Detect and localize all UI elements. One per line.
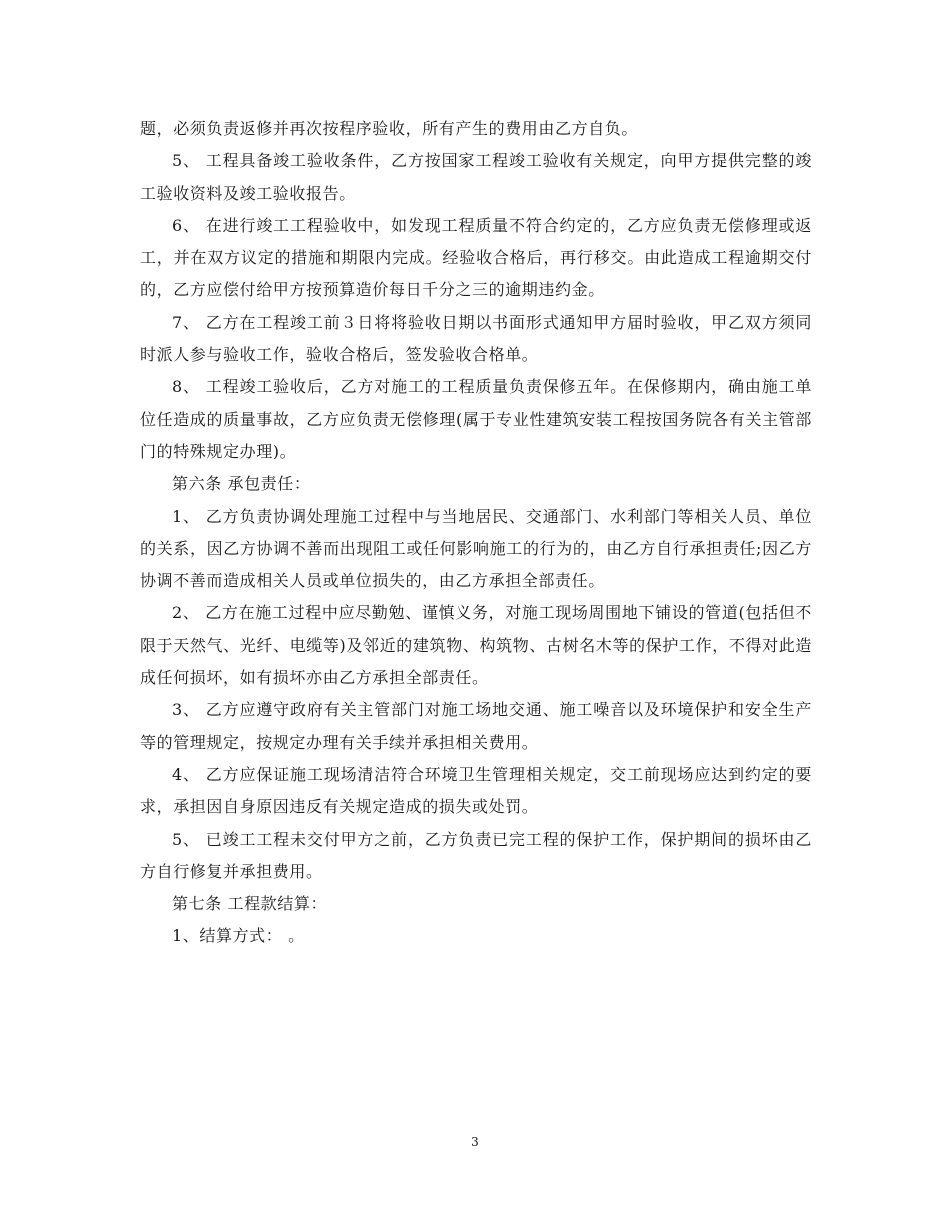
paragraph-article-6-item-3: 3、 乙方应遵守政府有关主管部门对施工场地交通、施工噪音以及环境保护和安全生产等的管理规定，按规定办理有关手续并承担相关费用。 [140,700,812,752]
document-body [140,113,812,953]
paragraph-item-6-quality-repair: 6、 在进行竣工工程验收中，如发现工程质量不符合约定的，乙方应负责无偿修理或返工，并在双方议定的措施和期限内完成。经验收合格后，再行移交。由此造成工程逾期交付的，乙方应偿付给甲方按预算造价每日千分之三的逾期违约金。 [140,215,812,300]
section-heading-article-6: 第六条 承包责任： [172,474,311,494]
paragraph-continuation: 题，必须负责返修并再次按程序验收，所有产生的费用由乙方自负。 [140,119,639,138]
page-number: 3 [471,1135,479,1149]
paragraph-article-6-item-4: 4、 乙方应保证施工现场清洁符合环境卫生管理相关规定，交工前现场应达到约定的要求，承担因自身原因违反有关规定造成的损失或处罚。 [140,764,812,817]
paragraph-article-6-item-1: 1、 乙方负责协调处理施工过程中与当地居民、交通部门、水利部门等相关人员、单位的关系，因乙方协调不善而出现阻工或任何影响施工的行为的，由乙方自行承担责任;因乙方协调不善而造成相关人员或单位损失的，由乙方承担全部责任。 [140,506,812,591]
paragraph-item-7-acceptance-notice: 7、 乙方在工程竣工前３日将将验收日期以书面形式通知甲方届时验收，甲乙双方须同时派人参与验收工作，验收合格后，签发验收合格单。 [140,312,812,365]
section-heading-article-7: 第七条 工程款结算： [172,894,328,914]
paragraph-item-8-warranty: 8、 工程竣工验收后，乙方对施工的工程质量负责保修五年。在保修期内，确由施工单位任造成的质量事故，乙方应负责无偿修理(属于专业性建筑安装工程按国务院各有关主管部门的特殊规定办理)。 [140,377,812,461]
paragraph-item-5-completion-conditions: 5、 工程具备竣工验收条件，乙方按国家工程竣工验收有关规定，向甲方提供完整的竣工验收资料及竣工验收报告。 [140,151,812,203]
paragraph-article-6-item-5: 5、 已竣工工程未交付甲方之前，乙方负责已完工程的保护工作，保护期间的损坏由乙方自行修复并承担费用。 [140,829,812,881]
paragraph-article-7-item-1: 1、结算方式： 。 [172,926,305,946]
paragraph-article-6-item-2: 2、 乙方在施工过程中应尽勤勉、谨慎义务，对施工现场周围地下铺设的管道(包括但不限于天然气、光纤、电缆等)及邻近的建筑物、构筑物、古树名木等的保护工作，不得对此造成任何损坏，如有损坏亦由乙方承担全部责任。 [140,603,812,688]
